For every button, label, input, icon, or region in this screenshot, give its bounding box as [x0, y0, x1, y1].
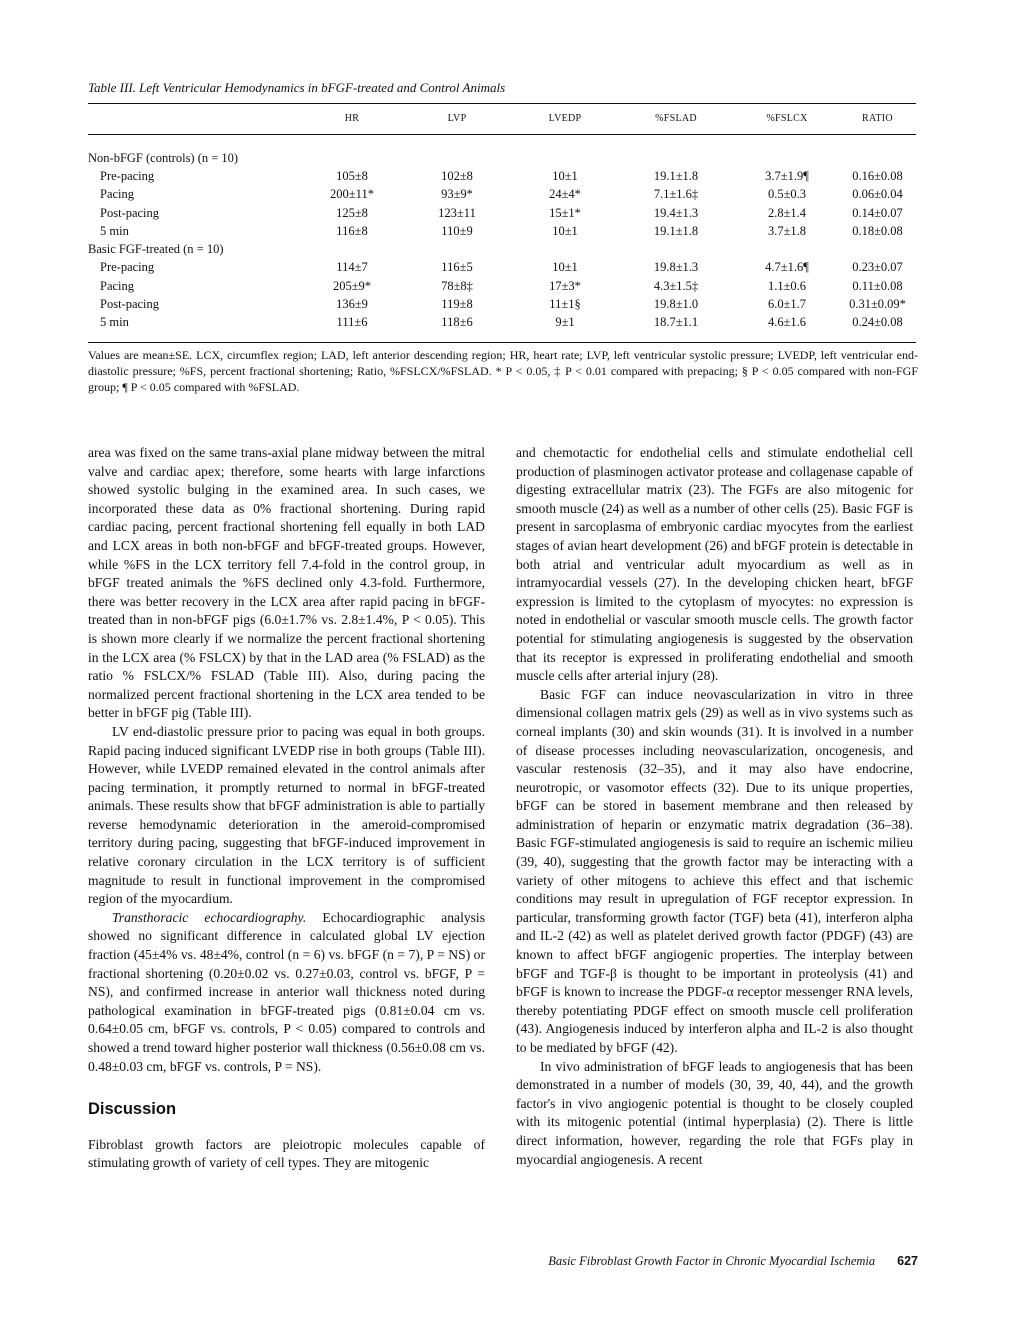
- table-row: [88, 314, 916, 343]
- table-cell: [617, 135, 735, 168]
- table-body: [88, 135, 916, 343]
- table-cell: 0.24±0.08: [839, 314, 916, 343]
- row-label: Basic FGF-treated (n = 10): [88, 242, 224, 257]
- table-cell: 19.1±1.8: [653, 168, 699, 183]
- table-cell: [839, 240, 916, 258]
- table-cell: 125±8: [336, 205, 368, 220]
- table-cell: 0.11±0.08: [852, 278, 903, 293]
- table-cell: 19.4±1.3: [653, 205, 699, 220]
- table-cell: 105±8: [336, 168, 368, 183]
- table-group-row: [88, 240, 916, 258]
- paragraph: Fibroblast growth factors are pleiotropic molecules capable of stimulating growth of variety of cell types. They are mitogenic: [88, 1136, 485, 1171]
- row-label: Post-pacing: [100, 205, 160, 220]
- right-text-column: [516, 444, 913, 1169]
- table-cell: 116±8: [336, 223, 368, 238]
- hemodynamics-table: [88, 103, 916, 343]
- table-row: [88, 204, 916, 222]
- table-cell: [401, 135, 513, 168]
- table-cell: 10±1: [552, 168, 578, 183]
- header-lvp: LVP: [401, 104, 513, 135]
- table-cell: 19.8±1.0: [653, 297, 699, 312]
- paragraph: area was fixed on the same trans-axial plane midway between the mitral valve and cardiac apex; therefore, some hearts with large infarctions showed systolic bulging in the examined area. In such cases, we incorporated these data as 0% fractional shortening. During rapid cardiac pacing, percent fractional shortening fell equally in both LAD and LCX areas in both non-bFGF and bFGF-treated groups. However, while %FS in the LCX territory fell 7.4-fold in the control group, in bFGF treated animals the %FS declined only 4.3-fold. Furthermore, there was better recovery in the LCX area after rapid pacing in bFGF-treated than in non-bFGF pigs (6.0±1.7% vs. 2.8±1.4%, P < 0.05). This is shown more clearly if we normalize the percent fractional shortening in the LCX area (% FSLCX) by that in the LAD area (% FSLAD) as the ratio % FSLCX/% FSLAD (Table III). Also, during pacing the normalized percent fractional shortening in the LCX area tended to be better in bFGF pig (Table III).: [88, 445, 485, 721]
- table-cell: 0.18±0.08: [852, 223, 903, 238]
- table-cell: 1.1±0.6: [767, 278, 807, 293]
- table-cell: 0.06±0.04: [852, 187, 903, 202]
- table-cell: 136±9: [336, 297, 368, 312]
- paragraph-text: Echocardiographic analysis showed no significant difference in calculated global LV ejection fraction (45±4% vs. 48±4%, control (n = 6) vs. bFGF (n = 7), P = NS) or fractional shortening (0.20±0.02 vs. 0.27±0.03, control vs. bFGF, P = NS), and confirmed increase in anterior wall thickness noted during pathological examination in bFGF-treated pigs (0.81±0.04 cm vs. 0.64±0.05 cm, bFGF vs. controls, P < 0.05) compared to controls and showed a trend toward higher posterior wall thickness (0.56±0.08 cm vs. 0.48±0.03 cm, bFGF vs. controls, P = NS).: [88, 909, 485, 1074]
- row-label: Pacing: [100, 278, 135, 293]
- run-in-heading: Transthoracic echocardiography.: [112, 909, 307, 925]
- page-number: 627: [897, 1254, 918, 1268]
- header-fs-lad: %FSLAD: [617, 104, 735, 135]
- table-cell: 4.6±1.6: [735, 314, 839, 343]
- table-cell: 119±8: [441, 297, 473, 312]
- row-label: 5 min: [88, 314, 303, 343]
- row-label: Non-bFGF (controls) (n = 10): [88, 150, 239, 165]
- table-footnote: Values are mean±SE. LCX, circumflex region; LAD, left anterior descending region; HR, heart rate; LVP, left ventricular systolic pressure; LVEDP, left ventricular end-diastolic pressure; %FS, percent fractional shortening; Ratio, %FSLCX/%FSLAD. * P < 0.05, ‡ P < 0.01 compared with prepacing; § P < 0.05 compared with non-FGF group; ¶ P < 0.05 compared with %FSLAD.: [88, 348, 918, 395]
- table-cell: 7.1±1.6‡: [653, 187, 699, 202]
- row-label: Pre-pacing: [100, 168, 155, 183]
- table-cell: 10±1: [552, 223, 578, 238]
- table-cell: 0.5±0.3: [767, 187, 807, 202]
- table-header-row: [88, 104, 916, 135]
- table-row: [88, 222, 916, 240]
- table-cell: 18.7±1.1: [617, 314, 735, 343]
- table-cell: 116±5: [441, 260, 473, 275]
- table-cell: 0.16±0.08: [852, 168, 903, 183]
- table-cell: [303, 135, 401, 168]
- header-ratio: RATIO: [839, 104, 916, 135]
- table-caption: Table III. Left Ventricular Hemodynamics in bFGF-treated and Control Animals: [88, 80, 506, 95]
- paragraph: Basic FGF can induce neovascularization in vitro in three dimensional collagen matrix gels (29) as well as in vivo systems such as corneal implants (30) and skin wounds (31). It is involved in a number of disease processes including neovascularization, oncogenesis, and vascular restenosis (32–35), and it may also have endocrine, neurotropic, or vasomotor effects (32). Due to its unique properties, bFGF can be stored in basement membrane and then released by administration of heparin or enzymatic matrix degradation (36–38). Basic FGF-stimulated angiogenesis is said to require an ischemic milieu (39, 40), suggesting that the growth factor may be interacting with a variety of other mitogens to achieve this effect and that ischemic conditions may result in upregulation of FGF receptor expression. In particular, transforming growth factor (TGF) beta (41), interferon alpha and IL-2 (42) as well as platelet derived growth factor (PDGF) (43) are known to affect bFGF angiogenic properties. The interplay between bFGF and TGF-β is thought to be important in proteolysis (41) and bFGF is known to increase the PDGF-α receptor messenger RNA levels, thereby potentiating PDGF effect on smooth muscle cell proliferation (43). Angiogenesis induced by interferon alpha and IL-2 is also thought to be mediated by bFGF (42).: [516, 686, 913, 1055]
- hemodynamics-table-container: [88, 103, 916, 343]
- table-cell: 3.7±1.8: [767, 223, 807, 238]
- table-cell: 4.3±1.5‡: [653, 278, 699, 293]
- table-cell: 78±8‡: [441, 278, 473, 293]
- table-cell: 19.1±1.8: [653, 223, 699, 238]
- table-cell: 24±4*: [549, 187, 581, 202]
- header-hr: HR: [303, 104, 401, 135]
- table-cell: 19.8±1.3: [653, 260, 699, 275]
- table-cell: 200±11*: [330, 187, 374, 202]
- header-label: [88, 104, 303, 135]
- table-cell: 93±9*: [441, 187, 473, 202]
- row-label: Post-pacing: [100, 297, 160, 312]
- table-group-row: [88, 135, 916, 168]
- table-cell: 0.23±0.07: [852, 260, 903, 275]
- table-row: [88, 167, 916, 185]
- table-cell: 123±11: [438, 205, 476, 220]
- table-cell: [617, 240, 735, 258]
- table-cell: 102±8: [441, 168, 473, 183]
- table-cell: 6.0±1.7: [767, 297, 807, 312]
- table-cell: [303, 240, 401, 258]
- table-cell: 114±7: [336, 260, 368, 275]
- table-cell: 0.31±0.09*: [849, 297, 906, 312]
- header-fs-lcx: %FSLCX: [735, 104, 839, 135]
- table-row: [88, 277, 916, 295]
- table-row: [88, 186, 916, 204]
- table-row: [88, 259, 916, 277]
- table-cell: 118±6: [401, 314, 513, 343]
- table-cell: 110±9: [441, 223, 473, 238]
- table-cell: 4.7±1.6¶: [765, 260, 809, 275]
- running-title: Basic Fibroblast Growth Factor in Chronic Myocardial Ischemia: [548, 1254, 876, 1268]
- paragraph: and chemotactic for endothelial cells and stimulate endothelial cell production of plasminogen activator protease and collagenase capable of digesting extracellular matrix (23). The FGFs are also mitogenic for smooth muscle (24) as well as a number of other cells (25). Basic FGF is present in sarcoplasma of embryonic cardiac myocytes from the earliest stages of avian heart development (26) and bFGF protein is detectable in both atrial and ventricular adult myocardium as well as in intramyocardial vessels (27). In the developing chicken heart, bFGF expression is limited to the cytoplasm of myocytes: no expression is noted in endothelial or vascular smooth muscle cells. The growth factor potential for stimulating angiogenesis is suggested by the observation that its receptor is expressed in proliferating endothelial and smooth muscle cells after arterial injury (28).: [516, 445, 913, 684]
- table-row: [88, 295, 916, 313]
- table-cell: [513, 135, 617, 168]
- table-cell: 3.7±1.9¶: [765, 168, 809, 183]
- row-label: 5 min: [100, 223, 129, 238]
- table-cell: 111±6: [303, 314, 401, 343]
- section-heading-discussion: Discussion: [88, 1100, 177, 1119]
- table-cell: 17±3*: [549, 278, 581, 293]
- left-text-column: [88, 444, 485, 1173]
- row-label: Pre-pacing: [100, 260, 155, 275]
- paragraph: [88, 909, 485, 1076]
- table-cell: 10±1: [552, 260, 578, 275]
- table-cell: 11±1§: [549, 297, 581, 312]
- header-lvedp: LVEDP: [513, 104, 617, 135]
- table-cell: 9±1: [513, 314, 617, 343]
- table-cell: [735, 135, 839, 168]
- table-cell: 2.8±1.4: [767, 205, 807, 220]
- paragraph: LV end-diastolic pressure prior to pacing was equal in both groups. Rapid pacing induced significant LVEDP rise in both groups (Table III). However, while LVEDP remained elevated in the control animals after pacing termination, it promptly returned to normal in bFGF-treated animals. These results show that bFGF administration is able to partially reverse hemodynamic deterioration in the ameroid-compromised territory during pacing, suggesting that bFGF-induced improvement in relative coronary circulation in the LCX territory is of sufficient magnitude to result in functional improvement in the compromised region of the myocardium.: [88, 723, 485, 907]
- table-cell: 15±1*: [549, 205, 581, 220]
- row-label: Pacing: [100, 187, 135, 202]
- table-cell: [513, 240, 617, 258]
- table-cell: [839, 135, 916, 168]
- table-cell: 0.14±0.07: [852, 205, 903, 220]
- paragraph: In vivo administration of bFGF leads to angiogenesis that has been demonstrated in a number of models (30, 39, 40, 44), and the growth factor's in vivo angiogenic potential is thought to be closely coupled with its mitogenic potential (intimal hyperplasia) (2). There is little direct information, however, regarding the role that FGFs play in myocardial angiogenesis. A recent: [516, 1058, 913, 1167]
- table-cell: [735, 240, 839, 258]
- running-footer: [470, 1254, 918, 1269]
- table-cell: [401, 240, 513, 258]
- table-cell: 205±9*: [332, 278, 372, 293]
